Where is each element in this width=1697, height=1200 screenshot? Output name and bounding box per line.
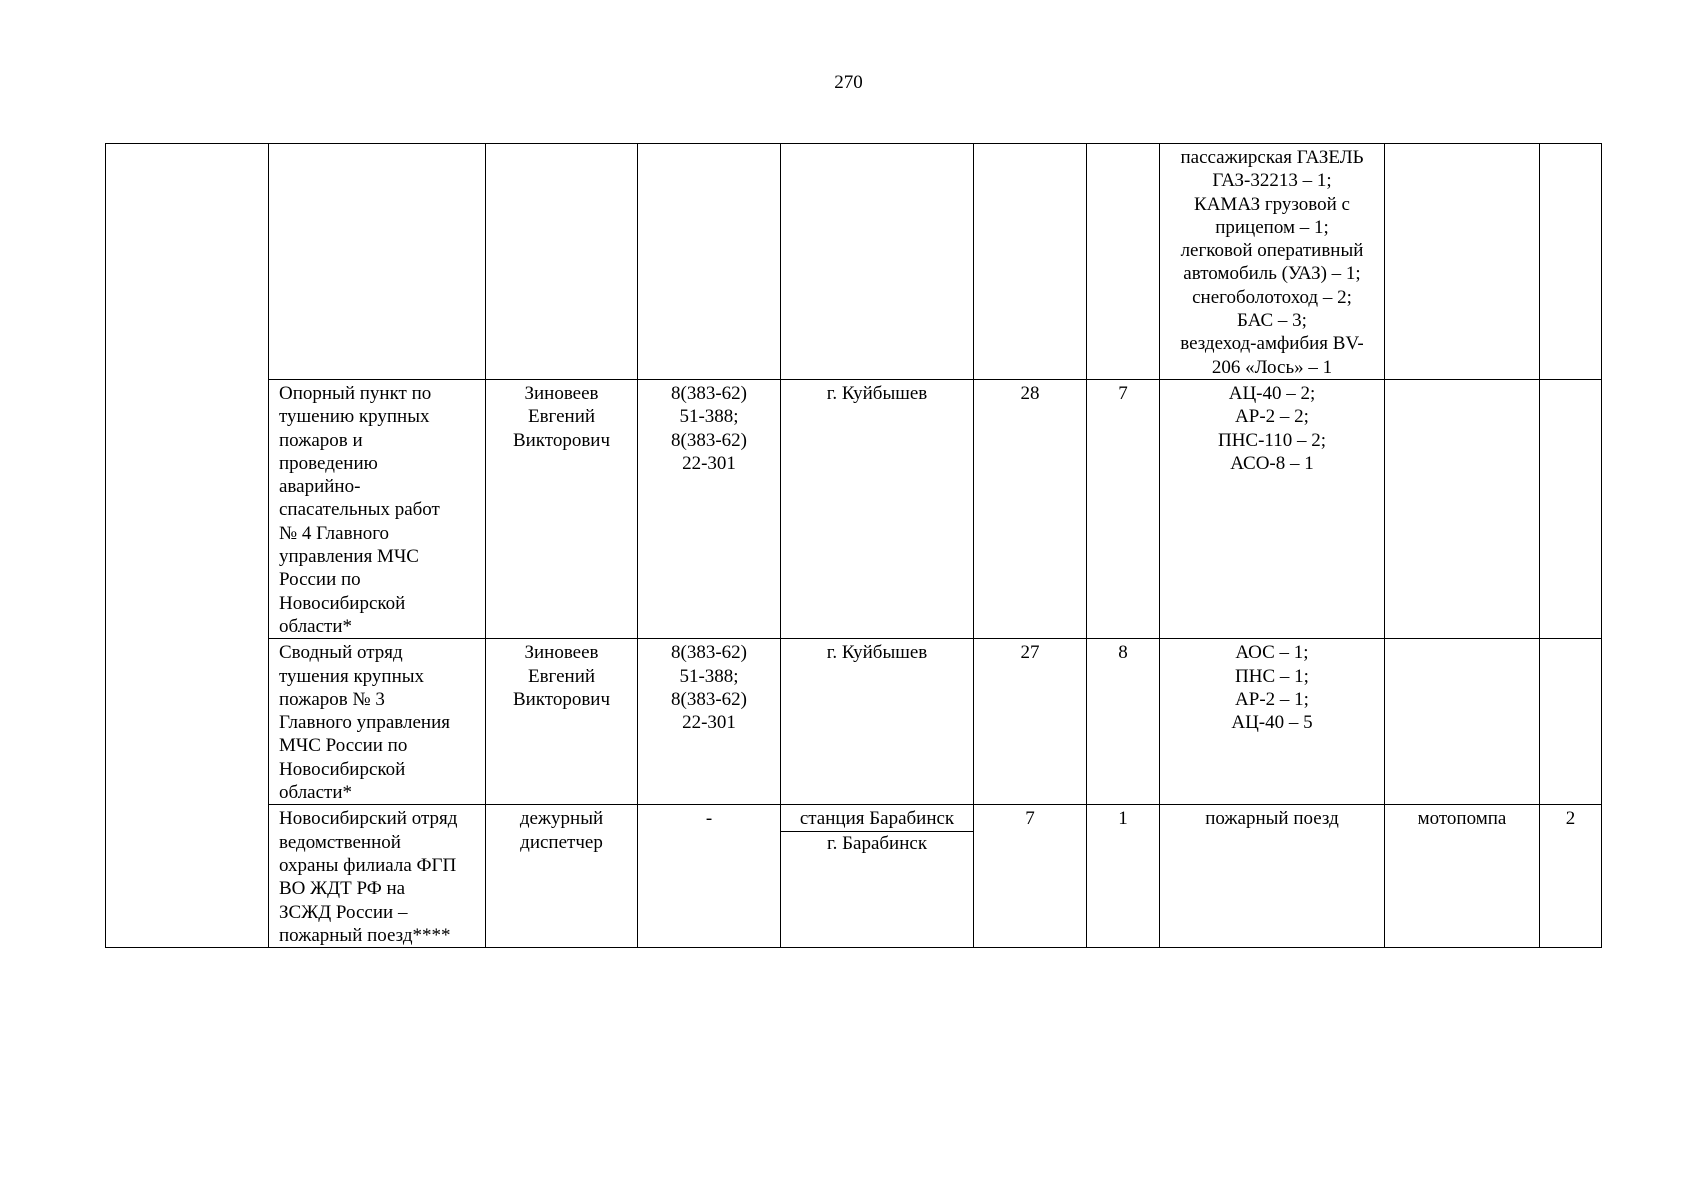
- location-cell: [781, 805, 974, 948]
- equipment-line: БАС – 3;: [1237, 310, 1307, 332]
- equipment-cell: [1160, 639, 1385, 805]
- units-cell: 1: [1087, 805, 1160, 948]
- phone-line: 51-388;: [679, 406, 739, 428]
- personnel-cell: 28: [974, 379, 1087, 638]
- extra-count-cell: 2: [1540, 805, 1602, 948]
- unit-name-line: области*: [279, 782, 353, 804]
- equipment-line: АОС – 1;: [1235, 642, 1309, 664]
- head-cell: [486, 379, 638, 638]
- unit-name-line: проведению: [279, 452, 378, 474]
- personnel-cell: 27: [974, 639, 1087, 805]
- location-line: г. Куйбышев: [826, 642, 928, 664]
- location-line: г. Куйбышев: [826, 382, 928, 404]
- equipment-line: АСО-8 – 1: [1230, 452, 1314, 474]
- head-line: Евгений: [527, 406, 596, 428]
- phone-line: 8(383-62): [671, 642, 747, 664]
- phone-line: 51-388;: [679, 665, 739, 687]
- units-cell: 8: [1087, 639, 1160, 805]
- unit-name-line: Новосибирский отряд: [279, 808, 458, 830]
- units-cell: 7: [1087, 379, 1160, 638]
- unit-name-line: пожарный поезд****: [279, 924, 451, 946]
- phone-line: 22-301: [682, 712, 736, 734]
- equipment-line: КАМАЗ грузовой с: [1194, 193, 1350, 215]
- location-line: станция Барабинск: [781, 807, 973, 831]
- head-line: Зиновеев: [524, 382, 599, 404]
- unit-name-line: пожаров № 3: [279, 688, 385, 710]
- equipment-line: пассажирская ГАЗЕЛЬ: [1180, 147, 1364, 168]
- table-row: [106, 379, 1602, 638]
- equipment-line: ПНС-110 – 2;: [1217, 429, 1327, 451]
- unit-name-line: спасательных работ: [279, 499, 440, 521]
- unit-name-line: области*: [279, 615, 353, 637]
- equipment-line: АЦ-40 – 5: [1231, 712, 1313, 734]
- location-line: г. Барабинск: [826, 832, 928, 854]
- head-line: Евгений: [527, 665, 596, 687]
- unit-name-line: Новосибирской: [279, 758, 406, 780]
- phone-line: 8(383-62): [671, 429, 747, 451]
- phone-line: 22-301: [682, 452, 736, 474]
- extra-count-cell: [1540, 144, 1602, 380]
- equipment-line: 206 «Лось» – 1: [1211, 356, 1333, 378]
- extra-count-cell: [1540, 639, 1602, 805]
- unit-name-line: Сводный отряд: [279, 642, 403, 664]
- equipment-line: снегоболотоход – 2;: [1192, 286, 1352, 308]
- phone-line: 8(383-62): [671, 382, 747, 404]
- unit-name-line: ведомственной: [279, 831, 401, 853]
- location-cell: [781, 144, 974, 380]
- phone-cell: [638, 639, 781, 805]
- head-cell: [486, 805, 638, 948]
- unit-name-line: России по: [279, 569, 361, 591]
- equipment-line: автомобиль (УАЗ) – 1;: [1183, 263, 1361, 285]
- equipment-line: АР-2 – 1;: [1235, 688, 1309, 710]
- head-line: Викторович: [512, 688, 611, 710]
- head-line: Викторович: [512, 429, 611, 451]
- equipment-line: легковой оперативный: [1180, 240, 1364, 262]
- unit-name-line: МЧС России по: [279, 735, 408, 757]
- equipment-line: АЦ-40 – 2;: [1228, 382, 1316, 404]
- table-row: [106, 805, 1602, 948]
- unit-name-line: пожаров и: [279, 429, 363, 451]
- equipment-line: вездеход-амфибия BV-: [1180, 333, 1364, 355]
- unit-name-cell: [269, 144, 486, 380]
- equipment-cell: [1160, 805, 1385, 948]
- unit-name-cell: [269, 639, 486, 805]
- blank-margin-cell: [106, 144, 269, 948]
- equipment-cell: [1160, 379, 1385, 638]
- unit-name-line: Опорный пункт по: [279, 382, 432, 404]
- extra-equipment-cell: [1385, 144, 1540, 380]
- unit-name-line: тушения крупных: [279, 665, 425, 687]
- location-cell: [781, 379, 974, 638]
- unit-name-cell: [269, 805, 486, 948]
- phone-line: -: [705, 808, 713, 830]
- unit-name-line: Главного управления: [279, 712, 450, 734]
- unit-name-line: управления МЧС: [279, 546, 419, 568]
- unit-name-line: аварийно-: [279, 476, 361, 498]
- table-row: [106, 639, 1602, 805]
- personnel-cell: [974, 144, 1087, 380]
- phone-cell: [638, 144, 781, 380]
- unit-name-line: № 4 Главного: [279, 522, 390, 544]
- equipment-line: прицепом – 1;: [1215, 216, 1329, 238]
- unit-name-line: Новосибирской: [279, 592, 406, 614]
- units-cell: [1087, 144, 1160, 380]
- head-line: диспетчер: [520, 831, 603, 853]
- equipment-line: пожарный поезд: [1205, 808, 1339, 830]
- fire-units-table: [105, 143, 1602, 948]
- unit-name-line: ЗСЖД России –: [279, 901, 408, 923]
- extra-equipment-cell: [1385, 379, 1540, 638]
- head-cell: [486, 639, 638, 805]
- extra-equipment-cell: [1385, 639, 1540, 805]
- unit-name-cell: [269, 379, 486, 638]
- phone-cell: [638, 379, 781, 638]
- personnel-cell: 7: [974, 805, 1087, 948]
- equipment-cell: [1160, 144, 1385, 380]
- unit-name-line: тушению крупных: [279, 406, 430, 428]
- unit-name-line: ВО ЖДТ РФ на: [279, 878, 406, 900]
- table-row: [106, 144, 1602, 380]
- equipment-line: АР-2 – 2;: [1235, 406, 1309, 428]
- page-number: 270: [834, 72, 863, 93]
- equipment-line: ПНС – 1;: [1235, 665, 1309, 687]
- phone-cell: [638, 805, 781, 948]
- head-cell: [486, 144, 638, 380]
- unit-name-line: охраны филиала ФГП: [279, 854, 457, 876]
- phone-line: 8(383-62): [671, 688, 747, 710]
- extra-equipment-cell: мотопомпа: [1385, 805, 1540, 948]
- head-line: дежурный: [519, 808, 604, 830]
- head-line: Зиновеев: [524, 642, 599, 664]
- extra-count-cell: [1540, 379, 1602, 638]
- equipment-line: ГАЗ-32213 – 1;: [1212, 170, 1332, 192]
- location-cell: [781, 639, 974, 805]
